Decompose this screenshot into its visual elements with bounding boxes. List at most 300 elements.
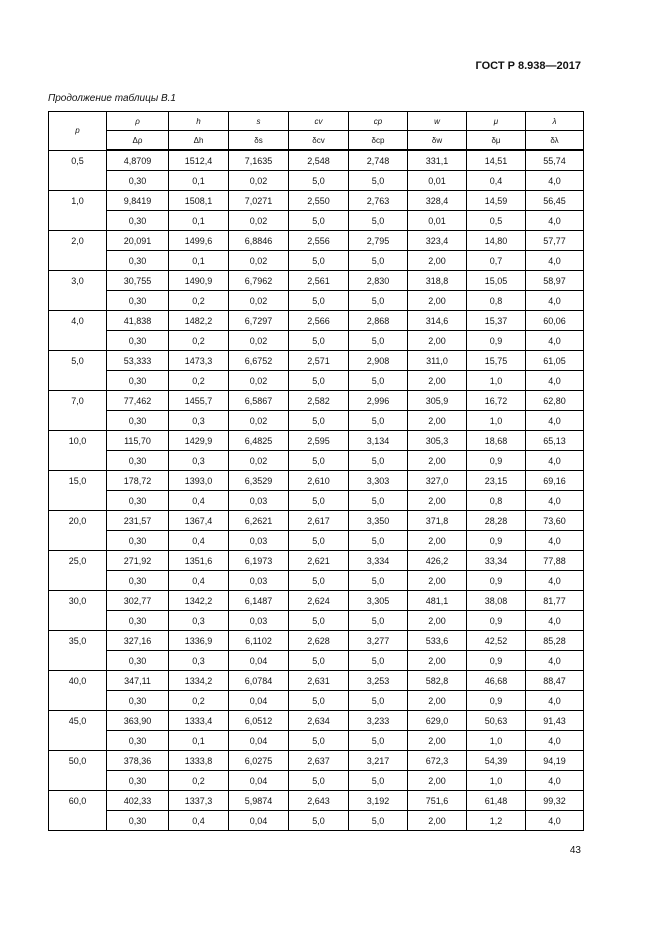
value-cell: 54,39	[467, 751, 526, 771]
uncertainty-cell: 5,0	[349, 411, 408, 431]
value-cell: 533,6	[408, 631, 467, 651]
uncertainty-cell: 0,1	[169, 251, 229, 271]
value-cell: 77,88	[526, 551, 584, 571]
header-cp: cp	[349, 112, 408, 131]
page-number: 43	[569, 845, 581, 856]
pressure-cell-blank	[49, 211, 107, 231]
value-cell: 1367,4	[169, 511, 229, 531]
value-cell: 481,1	[408, 591, 467, 611]
value-cell: 53,333	[107, 351, 169, 371]
uncertainty-cell: 4,0	[526, 251, 584, 271]
value-cell: 6,2621	[229, 511, 289, 531]
uncertainty-cell: 2,00	[408, 451, 467, 471]
value-cell: 1499,6	[169, 231, 229, 251]
value-cell: 3,350	[349, 511, 408, 531]
value-cell: 115,70	[107, 431, 169, 451]
header-sound-speed: w	[408, 112, 467, 131]
pressure-cell-blank	[49, 331, 107, 351]
uncertainty-cell: 2,00	[408, 291, 467, 311]
uncertainty-cell: 5,0	[349, 491, 408, 511]
uncertainty-cell: 0,3	[169, 411, 229, 431]
value-cell: 33,34	[467, 551, 526, 571]
value-cell: 328,4	[408, 191, 467, 211]
value-cell: 1333,4	[169, 711, 229, 731]
uncertainty-cell: 5,0	[289, 291, 349, 311]
value-cell: 77,462	[107, 391, 169, 411]
uncertainty-cell: 5,0	[289, 491, 349, 511]
value-cell: 3,253	[349, 671, 408, 691]
uncertainty-cell: 0,1	[169, 731, 229, 751]
table-row-errors	[49, 171, 584, 191]
value-cell: 1393,0	[169, 471, 229, 491]
table-row-errors	[49, 611, 584, 631]
pressure-cell: 60,0	[49, 791, 107, 811]
uncertainty-cell: 5,0	[349, 531, 408, 551]
uncertainty-cell: 4,0	[526, 691, 584, 711]
uncertainty-cell: 4,0	[526, 571, 584, 591]
uncertainty-cell: 1,0	[467, 371, 526, 391]
uncertainty-cell: 1,0	[467, 771, 526, 791]
uncertainty-cell: 4,0	[526, 811, 584, 831]
table-body	[49, 150, 584, 831]
value-cell: 3,217	[349, 751, 408, 771]
uncertainty-cell: 5,0	[289, 451, 349, 471]
uncertainty-cell: 0,30	[107, 251, 169, 271]
value-cell: 2,795	[349, 231, 408, 251]
uncertainty-cell: 5,0	[289, 371, 349, 391]
value-cell: 1508,1	[169, 191, 229, 211]
value-cell: 14,51	[467, 150, 526, 171]
uncertainty-cell: 0,30	[107, 371, 169, 391]
table-row-values	[49, 391, 584, 411]
value-cell: 2,548	[289, 150, 349, 171]
table-row-values	[49, 150, 584, 171]
value-cell: 61,48	[467, 791, 526, 811]
pressure-cell: 20,0	[49, 511, 107, 531]
value-cell: 2,830	[349, 271, 408, 291]
pressure-cell: 5,0	[49, 351, 107, 371]
value-cell: 1333,8	[169, 751, 229, 771]
value-cell: 582,8	[408, 671, 467, 691]
table-row-errors	[49, 491, 584, 511]
uncertainty-cell: 0,30	[107, 411, 169, 431]
value-cell: 1342,2	[169, 591, 229, 611]
uncertainty-cell: 0,30	[107, 651, 169, 671]
value-cell: 61,05	[526, 351, 584, 371]
uncertainty-cell: 0,9	[467, 531, 526, 551]
uncertainty-cell: 5,0	[289, 691, 349, 711]
value-cell: 2,631	[289, 671, 349, 691]
uncertainty-cell: 0,03	[229, 491, 289, 511]
uncertainty-cell: 5,0	[349, 811, 408, 831]
uncertainty-cell: 5,0	[349, 251, 408, 271]
table-row-errors	[49, 411, 584, 431]
pressure-cell-blank	[49, 651, 107, 671]
value-cell: 69,16	[526, 471, 584, 491]
table-row-errors	[49, 771, 584, 791]
value-cell: 7,0271	[229, 191, 289, 211]
uncertainty-cell: 0,3	[169, 611, 229, 631]
table-row-values	[49, 711, 584, 731]
pressure-cell: 35,0	[49, 631, 107, 651]
table-row-values	[49, 271, 584, 291]
header-pressure: p	[49, 112, 107, 151]
uncertainty-cell: 4,0	[526, 331, 584, 351]
uncertainty-cell: 1,2	[467, 811, 526, 831]
table-row-errors	[49, 571, 584, 591]
uncertainty-cell: 0,04	[229, 771, 289, 791]
pressure-cell: 45,0	[49, 711, 107, 731]
value-cell: 1336,9	[169, 631, 229, 651]
uncertainty-cell: 2,00	[408, 331, 467, 351]
uncertainty-cell: 4,0	[526, 491, 584, 511]
value-cell: 62,80	[526, 391, 584, 411]
uncertainty-cell: 0,4	[169, 811, 229, 831]
header-delta-entropy: δs	[229, 131, 289, 151]
header-delta-sound-speed: δw	[408, 131, 467, 151]
uncertainty-cell: 5,0	[289, 771, 349, 791]
header-delta-cp: δcp	[349, 131, 408, 151]
table-row-errors	[49, 291, 584, 311]
uncertainty-cell: 4,0	[526, 411, 584, 431]
value-cell: 402,33	[107, 791, 169, 811]
uncertainty-cell: 0,9	[467, 331, 526, 351]
uncertainty-cell: 0,02	[229, 371, 289, 391]
pressure-cell-blank	[49, 491, 107, 511]
value-cell: 178,72	[107, 471, 169, 491]
value-cell: 6,6752	[229, 351, 289, 371]
pressure-cell-blank	[49, 531, 107, 551]
uncertainty-cell: 5,0	[289, 571, 349, 591]
uncertainty-cell: 0,30	[107, 211, 169, 231]
uncertainty-cell: 0,02	[229, 211, 289, 231]
pressure-cell: 0,5	[49, 150, 107, 171]
value-cell: 2,595	[289, 431, 349, 451]
value-cell: 6,0275	[229, 751, 289, 771]
value-cell: 1473,3	[169, 351, 229, 371]
value-cell: 99,32	[526, 791, 584, 811]
uncertainty-cell: 0,02	[229, 451, 289, 471]
value-cell: 6,7297	[229, 311, 289, 331]
uncertainty-cell: 2,00	[408, 611, 467, 631]
pressure-cell-blank	[49, 291, 107, 311]
uncertainty-cell: 5,0	[289, 731, 349, 751]
pressure-cell: 15,0	[49, 471, 107, 491]
table-row-values	[49, 751, 584, 771]
uncertainty-cell: 2,00	[408, 531, 467, 551]
value-cell: 2,634	[289, 711, 349, 731]
table-row-values	[49, 191, 584, 211]
value-cell: 2,996	[349, 391, 408, 411]
uncertainty-cell: 1,0	[467, 731, 526, 751]
uncertainty-cell: 2,00	[408, 411, 467, 431]
uncertainty-cell: 2,00	[408, 811, 467, 831]
uncertainty-cell: 5,0	[349, 611, 408, 631]
table-row-errors	[49, 731, 584, 751]
header-enthalpy: h	[169, 112, 229, 131]
value-cell: 314,6	[408, 311, 467, 331]
value-cell: 331,1	[408, 150, 467, 171]
uncertainty-cell: 5,0	[349, 171, 408, 191]
uncertainty-cell: 2,00	[408, 771, 467, 791]
table-row-values	[49, 511, 584, 531]
value-cell: 1429,9	[169, 431, 229, 451]
header-conductivity: λ	[526, 112, 584, 131]
uncertainty-cell: 0,2	[169, 691, 229, 711]
pressure-cell-blank	[49, 251, 107, 271]
uncertainty-cell: 0,04	[229, 651, 289, 671]
uncertainty-cell: 0,2	[169, 371, 229, 391]
value-cell: 2,763	[349, 191, 408, 211]
value-cell: 15,05	[467, 271, 526, 291]
value-cell: 3,305	[349, 591, 408, 611]
value-cell: 751,6	[408, 791, 467, 811]
value-cell: 55,74	[526, 150, 584, 171]
pressure-cell: 50,0	[49, 751, 107, 771]
value-cell: 2,610	[289, 471, 349, 491]
uncertainty-cell: 0,2	[169, 771, 229, 791]
value-cell: 81,77	[526, 591, 584, 611]
uncertainty-cell: 5,0	[349, 771, 408, 791]
value-cell: 7,1635	[229, 150, 289, 171]
uncertainty-cell: 0,9	[467, 451, 526, 471]
table-row-values	[49, 551, 584, 571]
value-cell: 1334,2	[169, 671, 229, 691]
header-delta-viscosity: δμ	[467, 131, 526, 151]
value-cell: 38,08	[467, 591, 526, 611]
uncertainty-cell: 0,30	[107, 171, 169, 191]
value-cell: 2,556	[289, 231, 349, 251]
uncertainty-cell: 5,0	[289, 531, 349, 551]
value-cell: 6,0512	[229, 711, 289, 731]
uncertainty-cell: 5,0	[349, 571, 408, 591]
uncertainty-cell: 0,04	[229, 731, 289, 751]
value-cell: 3,233	[349, 711, 408, 731]
pressure-cell: 10,0	[49, 431, 107, 451]
value-cell: 2,908	[349, 351, 408, 371]
value-cell: 3,334	[349, 551, 408, 571]
header-delta-cv: δcv	[289, 131, 349, 151]
uncertainty-cell: 4,0	[526, 171, 584, 191]
table-row-values	[49, 591, 584, 611]
uncertainty-cell: 0,03	[229, 611, 289, 631]
value-cell: 6,5867	[229, 391, 289, 411]
table-row-values	[49, 671, 584, 691]
value-cell: 3,134	[349, 431, 408, 451]
table-row-errors	[49, 691, 584, 711]
header-entropy: s	[229, 112, 289, 131]
uncertainty-cell: 2,00	[408, 491, 467, 511]
uncertainty-cell: 2,00	[408, 371, 467, 391]
uncertainty-cell: 0,4	[467, 171, 526, 191]
uncertainty-cell: 4,0	[526, 531, 584, 551]
uncertainty-cell: 0,8	[467, 291, 526, 311]
header-delta-conductivity: δλ	[526, 131, 584, 151]
value-cell: 2,748	[349, 150, 408, 171]
pressure-cell: 2,0	[49, 231, 107, 251]
value-cell: 16,72	[467, 391, 526, 411]
uncertainty-cell: 0,1	[169, 211, 229, 231]
value-cell: 2,566	[289, 311, 349, 331]
uncertainty-cell: 2,00	[408, 571, 467, 591]
uncertainty-cell: 4,0	[526, 771, 584, 791]
uncertainty-cell: 2,00	[408, 731, 467, 751]
pressure-cell-blank	[49, 451, 107, 471]
header-cv: cv	[289, 112, 349, 131]
value-cell: 323,4	[408, 231, 467, 251]
pressure-cell: 30,0	[49, 591, 107, 611]
value-cell: 9,8419	[107, 191, 169, 211]
table-caption: Продолжение таблицы В.1	[48, 93, 176, 104]
value-cell: 14,59	[467, 191, 526, 211]
uncertainty-cell: 5,0	[349, 651, 408, 671]
uncertainty-cell: 0,30	[107, 771, 169, 791]
value-cell: 6,4825	[229, 431, 289, 451]
table-row-errors	[49, 531, 584, 551]
value-cell: 57,77	[526, 231, 584, 251]
uncertainty-cell: 5,0	[289, 811, 349, 831]
value-cell: 15,75	[467, 351, 526, 371]
table-header	[49, 112, 584, 151]
value-cell: 58,97	[526, 271, 584, 291]
value-cell: 41,838	[107, 311, 169, 331]
value-cell: 1482,2	[169, 311, 229, 331]
value-cell: 4,8709	[107, 150, 169, 171]
pressure-cell-blank	[49, 771, 107, 791]
value-cell: 6,8846	[229, 231, 289, 251]
table-row-values	[49, 231, 584, 251]
pressure-cell: 7,0	[49, 391, 107, 411]
pressure-cell-blank	[49, 411, 107, 431]
value-cell: 20,091	[107, 231, 169, 251]
value-cell: 231,57	[107, 511, 169, 531]
header-row-symbols	[49, 112, 584, 131]
table-row-errors	[49, 651, 584, 671]
uncertainty-cell: 4,0	[526, 651, 584, 671]
uncertainty-cell: 0,9	[467, 571, 526, 591]
uncertainty-cell: 0,4	[169, 531, 229, 551]
value-cell: 3,303	[349, 471, 408, 491]
document-header: ГОСТ Р 8.938—2017	[475, 60, 581, 72]
value-cell: 28,28	[467, 511, 526, 531]
value-cell: 1351,6	[169, 551, 229, 571]
uncertainty-cell: 0,30	[107, 331, 169, 351]
value-cell: 327,0	[408, 471, 467, 491]
header-density: ρ	[107, 112, 169, 131]
value-cell: 1512,4	[169, 150, 229, 171]
value-cell: 3,192	[349, 791, 408, 811]
pressure-cell-blank	[49, 371, 107, 391]
uncertainty-cell: 4,0	[526, 291, 584, 311]
uncertainty-cell: 0,30	[107, 811, 169, 831]
pressure-cell: 1,0	[49, 191, 107, 211]
uncertainty-cell: 0,01	[408, 171, 467, 191]
value-cell: 2,628	[289, 631, 349, 651]
value-cell: 91,43	[526, 711, 584, 731]
uncertainty-cell: 5,0	[289, 171, 349, 191]
value-cell: 1455,7	[169, 391, 229, 411]
value-cell: 371,8	[408, 511, 467, 531]
pressure-cell-blank	[49, 731, 107, 751]
uncertainty-cell: 2,00	[408, 691, 467, 711]
value-cell: 5,9874	[229, 791, 289, 811]
value-cell: 65,13	[526, 431, 584, 451]
value-cell: 6,3529	[229, 471, 289, 491]
data-table	[48, 111, 584, 831]
uncertainty-cell: 0,9	[467, 691, 526, 711]
uncertainty-cell: 4,0	[526, 451, 584, 471]
value-cell: 305,3	[408, 431, 467, 451]
table-row-values	[49, 431, 584, 451]
value-cell: 85,28	[526, 631, 584, 651]
uncertainty-cell: 0,30	[107, 491, 169, 511]
value-cell: 6,1102	[229, 631, 289, 651]
value-cell: 1337,3	[169, 791, 229, 811]
uncertainty-cell: 0,2	[169, 331, 229, 351]
uncertainty-cell: 0,4	[169, 491, 229, 511]
value-cell: 2,550	[289, 191, 349, 211]
value-cell: 6,7962	[229, 271, 289, 291]
uncertainty-cell: 4,0	[526, 211, 584, 231]
table-row-errors	[49, 451, 584, 471]
uncertainty-cell: 2,00	[408, 651, 467, 671]
uncertainty-cell: 0,02	[229, 331, 289, 351]
uncertainty-cell: 0,30	[107, 291, 169, 311]
uncertainty-cell: 0,3	[169, 651, 229, 671]
uncertainty-cell: 5,0	[289, 651, 349, 671]
uncertainty-cell: 5,0	[349, 451, 408, 471]
uncertainty-cell: 0,7	[467, 251, 526, 271]
value-cell: 672,3	[408, 751, 467, 771]
table-row-errors	[49, 251, 584, 271]
value-cell: 2,561	[289, 271, 349, 291]
value-cell: 73,60	[526, 511, 584, 531]
uncertainty-cell: 0,30	[107, 451, 169, 471]
uncertainty-cell: 5,0	[349, 371, 408, 391]
uncertainty-cell: 5,0	[289, 411, 349, 431]
uncertainty-cell: 5,0	[349, 211, 408, 231]
value-cell: 42,52	[467, 631, 526, 651]
value-cell: 46,68	[467, 671, 526, 691]
table-row-values	[49, 791, 584, 811]
uncertainty-cell: 0,9	[467, 651, 526, 671]
pressure-cell-blank	[49, 571, 107, 591]
value-cell: 88,47	[526, 671, 584, 691]
uncertainty-cell: 0,1	[169, 171, 229, 191]
uncertainty-cell: 0,30	[107, 691, 169, 711]
uncertainty-cell: 0,30	[107, 611, 169, 631]
value-cell: 318,8	[408, 271, 467, 291]
pressure-cell: 40,0	[49, 671, 107, 691]
table-row-errors	[49, 811, 584, 831]
value-cell: 271,92	[107, 551, 169, 571]
value-cell: 56,45	[526, 191, 584, 211]
header-viscosity: μ	[467, 112, 526, 131]
uncertainty-cell: 5,0	[349, 691, 408, 711]
uncertainty-cell: 0,02	[229, 411, 289, 431]
value-cell: 378,36	[107, 751, 169, 771]
value-cell: 6,1487	[229, 591, 289, 611]
value-cell: 311,0	[408, 351, 467, 371]
uncertainty-cell: 5,0	[349, 291, 408, 311]
uncertainty-cell: 0,30	[107, 571, 169, 591]
table-row-errors	[49, 211, 584, 231]
pressure-cell: 3,0	[49, 271, 107, 291]
value-cell: 2,571	[289, 351, 349, 371]
pressure-cell-blank	[49, 611, 107, 631]
value-cell: 50,63	[467, 711, 526, 731]
value-cell: 94,19	[526, 751, 584, 771]
